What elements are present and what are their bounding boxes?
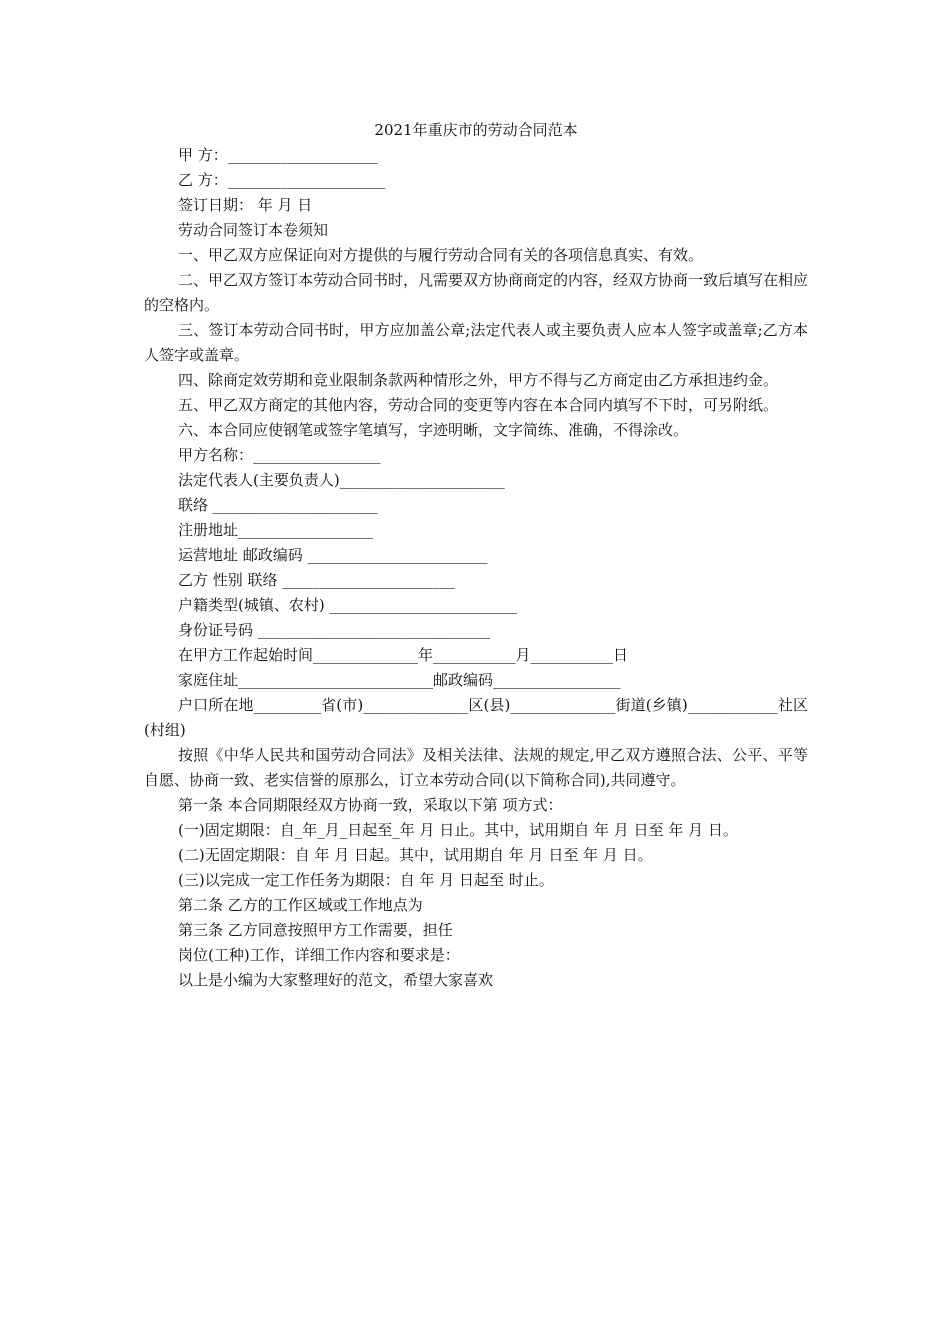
article-3-continued: 岗位(工种)工作，详细工作内容和要求是： (178, 946, 460, 964)
notice-heading: 劳动合同签订本卷须知 (178, 221, 329, 239)
notice-item-4: 四、除商定效劳期和竞业限制条款两种情形之外，甲方不得与乙方商定由乙方承担违约金。 (178, 371, 779, 389)
document-page (144, 118, 808, 993)
document-body (144, 143, 808, 993)
notice-item-5: 五、甲乙双方商定的其他内容，劳动合同的变更等内容在本合同内填写不下时，可另附纸。 (178, 396, 779, 414)
article-1-option-2: (二)无固定期限：自 年 月 日起。其中，试用期自 年 月 日至 年 月 日。 (178, 846, 653, 864)
contact-field: 联络 ______________________ (178, 496, 378, 514)
sign-date-line: 签订日期： 年 月 日 (178, 196, 313, 214)
document-title: 2021年重庆市的劳动合同范本 (374, 121, 578, 139)
preamble-paragraph: 按照《中华人民共和国劳动合同法》及相关法律、法规的规定,甲乙双方遵照合法、公平、平等自愿、协商一致、老实信誉的原那么，订立本劳动合同(以下简称合同),共同遵守。 (144, 746, 808, 789)
article-1-option-3: (三)以完成一定工作任务为期限：自 年 月 日起至 时止。 (178, 871, 554, 889)
notice-item-2: 二、甲乙双方签订本劳动合同书时，凡需要双方协商商定的内容，经双方协商一致后填写在相应的空格内。 (144, 271, 809, 314)
party-a-name-field: 甲方名称：_________________ (178, 446, 381, 464)
household-location-field: 户口所在地_________省(市)______________区(县)______________街道(乡镇)____________社区(村组) (144, 696, 808, 739)
article-3: 第三条 乙方同意按照甲方工作需要，担任 (178, 921, 453, 939)
home-address-field: 家庭住址__________________________邮政编码_________________ (178, 671, 621, 689)
party-b-gender-contact-field: 乙方 性别 联络 _______________________ (178, 571, 455, 589)
notice-item-1: 一、甲乙双方应保证向对方提供的与履行劳动合同有关的各项信息真实、有效。 (178, 246, 704, 264)
registered-address-field: 注册地址__________________ (178, 521, 374, 539)
article-1: 第一条 本合同期限经双方协商一致，采取以下第 项方式： (178, 796, 563, 814)
notice-item-6: 六、本合同应使钢笔或签字笔填写，字迹明晰，文字简练、准确，不得涂改。 (178, 421, 689, 439)
id-number-field: 身份证号码 _______________________________ (178, 621, 491, 639)
business-address-field: 运营地址 邮政编码 ________________________ (178, 546, 488, 564)
household-type-field: 户籍类型(城镇、农村) _________________________ (178, 596, 517, 614)
notice-item-3: 三、签订本劳动合同书时，甲方应加盖公章;法定代表人或主要负责人应本人签字或盖章;乙方本人签字或盖章。 (144, 321, 808, 364)
article-2: 第二条 乙方的工作区域或工作地点为 (178, 896, 423, 914)
party-a-line: 甲 方：____________________ (178, 146, 378, 164)
closing-line: 以上是小编为大家整理好的范文，希望大家喜欢 (178, 971, 494, 989)
party-b-line: 乙 方：_____________________ (178, 171, 386, 189)
work-start-date-field: 在甲方工作起始时间______________年___________月___________日 (178, 646, 629, 664)
article-1-option-1: (一)固定期限：自_年_月_日起至_年 月 日止。其中，试用期自 年 月 日至 年 月 日。 (178, 821, 738, 839)
legal-representative-field: 法定代表人(主要负责人)______________________ (178, 471, 505, 489)
